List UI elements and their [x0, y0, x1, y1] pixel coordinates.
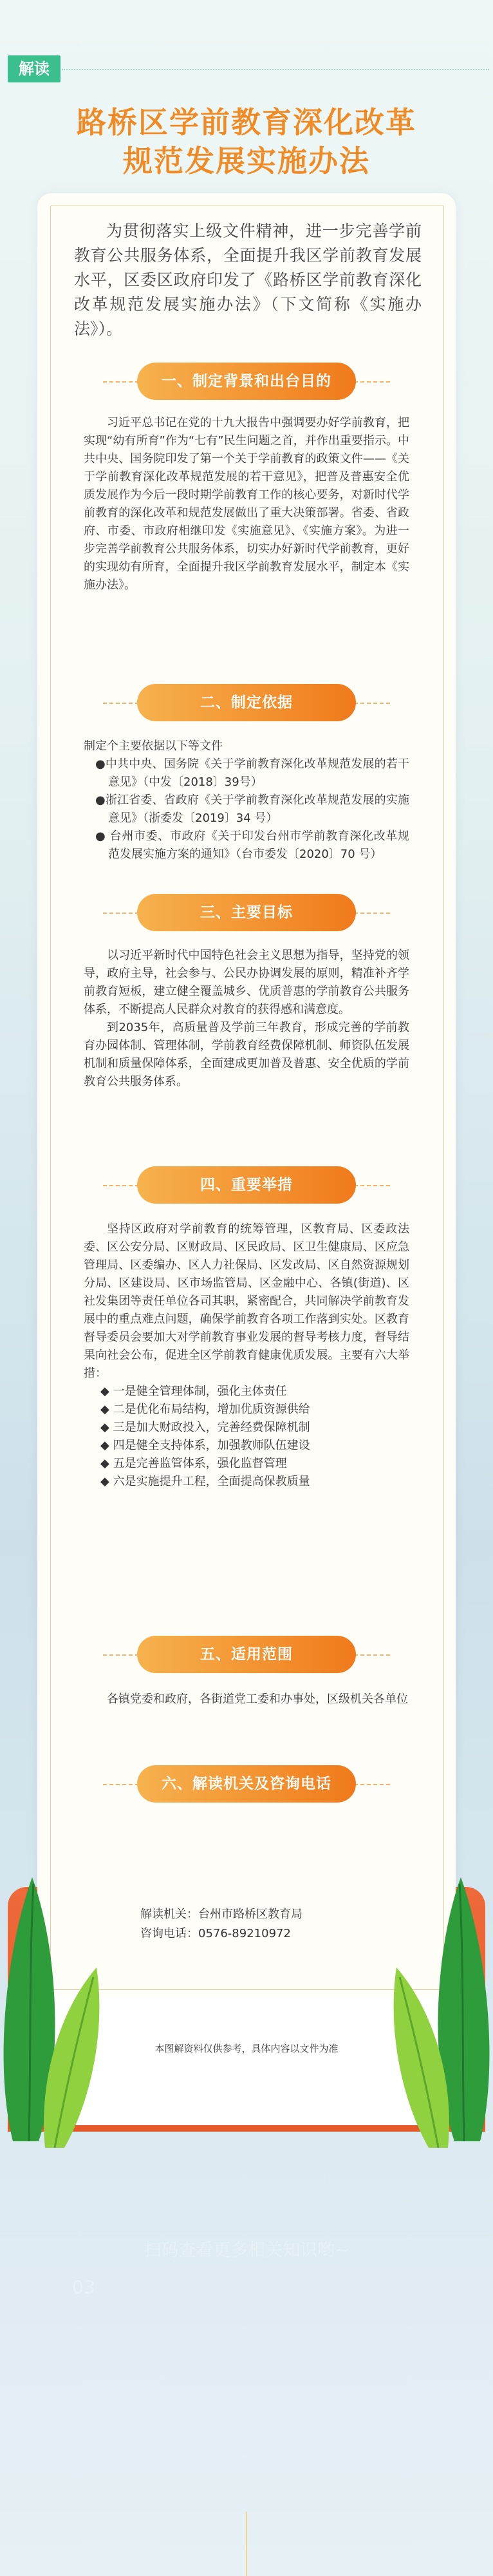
page-title [0, 103, 493, 180]
basis-item: ●浙江省委、省政府《关于学前教育深化改革规范发展的实施意见》（浙委发〔2019〕34 号） [95, 793, 409, 825]
goals-paragraph-2: 到2035年，高质量普及学前三年教育，形成完善的学前教育办园体制、管理体制，学前教育经费保障机制、师资队伍发展机制和质量保障体系，全面建成更加普及普惠、安全优质的学前教育公共服务体系。 [84, 1021, 409, 1088]
disclaimer-note: 本图解资料仅供参考，具体内容以文件为准 [154, 2043, 339, 2054]
tag-divider [62, 69, 489, 71]
intro-paragraph: 为贯彻落实上级文件精神，进一步完善学前教育公共服务体系，全面提升我区学前教育发展水平，区委区政府印发了《路桥区学前教育深化改革规范发展实施办法》（下文简称《实施办法》）。 [74, 222, 422, 338]
measure-item: ◆ 一是健全管理体制，强化主体责任 [100, 1385, 287, 1398]
section-background-text: 习近平总书记在党的十九大报告中强调要办好学前教育，把实现“幼有所育”作为“七有”民生问题之首，并作出重要指示。中共中央、国务院印发了第一个关于学前教育的政策文件——《关于学前教育深化改革规范发展的若干意见》，把普及普惠安全优质发展作为今后一段时期学前教育工作的核心要务，对新时代学前教育的深化改革和规范发展做出了重大决策部署。省委、省政府、市委、市政府相继印发《实施意见》、《实施方案》。为进一步完善学前教育公共服务体系，切实办好新时代学前教育，更好的实现幼有所育，全面提升我区学前教育发展水平，制定本《实施办法》。 [84, 416, 409, 592]
basis-item: ● 台州市委、市政府《关于印发台州市学前教育深化改革规范发展实施方案的通知》（台市委发〔2020〕70 号） [95, 829, 409, 861]
contact-phone: 咨询电话：0576-89210972 [140, 1927, 291, 1940]
right-leaf-icon [384, 1871, 493, 2148]
section-basis-body [84, 737, 409, 864]
section-heading-measures: 四、重要举措 [137, 1166, 356, 1204]
page-title-line1: 路桥区学前教育深化改革 [77, 105, 416, 140]
section-measures-body [84, 1220, 409, 1491]
goals-paragraph-1: 以习近平新时代中国特色社会主义思想为指导，坚持党的领导，政府主导，社会参与、公民办协调发展的原则，精准补齐学前教育短板，建立健全覆盖城乡、优质普惠的学前教育公共服务体系，不断提高人民群众对教育的获得感和满意度。 [84, 949, 409, 1016]
page-number: 03 [72, 2277, 95, 2298]
basis-lead: 制定个主要依据以下等文件 [84, 739, 223, 753]
contact-info [140, 1905, 398, 1944]
measure-item: ◆ 四是健全支持体系，加强教师队伍建设 [100, 1439, 310, 1452]
measure-item: ◆ 六是实施提升工程，全面提高保教质量 [100, 1475, 310, 1488]
measure-item: ◆ 二是优化布局结构，增加优质资源供给 [100, 1403, 310, 1416]
scan-qr-hint: 扫码查看更多相关知识哟~ [144, 2240, 349, 2260]
section-goals-body [84, 947, 409, 1091]
section-heading-basis: 二、制定依据 [137, 684, 356, 721]
scope-text: 各镇党委和政府，各街道党工委和办事处，区级机关各单位 [107, 1692, 408, 1706]
bottom-decor-line [246, 2512, 247, 2576]
section-background-body [84, 414, 409, 594]
section-heading-background: 一、制定背景和出台目的 [137, 363, 356, 400]
contact-org: 解读机关：台州市路桥区教育局 [140, 1908, 302, 1921]
section-heading-goals: 三、主要目标 [137, 894, 356, 931]
measure-item: ◆ 三是加大财政投入，完善经费保障机制 [100, 1421, 310, 1434]
left-leaf-icon [0, 1871, 109, 2148]
interpretation-tag: 解读 [8, 55, 60, 82]
measures-paragraph: 坚持区政府对学前教育的统筹管理，区教育局、区委政法委、区公安分局、区财政局、区民政局、区卫生健康局、区应急管理局、区委编办、区人力社保局、区发改局、区自然资源规划分局、区建设局、区市场监管局、区金融中心、各镇(街道)、区社发集团等责任单位各司其职，紧密配合，共同解决学前教育发展中的重点难点问题，确保学前教育各项工作落到实处。区教育督导委员会要加大对学前教育事业发展的督导考核力度，督导结果向社会公布，促进全区学前教育健康优质发展。主要有六大举措： [84, 1222, 409, 1380]
page-title-line2: 规范发展实施办法 [123, 144, 370, 178]
section-scope-body [84, 1690, 409, 1709]
measure-item: ◆ 五是完善监管体系，强化监督管理 [100, 1457, 287, 1470]
section-heading-scope: 五、适用范围 [137, 1636, 356, 1673]
section-heading-contact: 六、解读机关及咨询电话 [137, 1765, 356, 1803]
basis-item: ●中共中央、国务院《关于学前教育深化改革规范发展的若干意见》（中发〔2018〕39号） [95, 757, 409, 789]
